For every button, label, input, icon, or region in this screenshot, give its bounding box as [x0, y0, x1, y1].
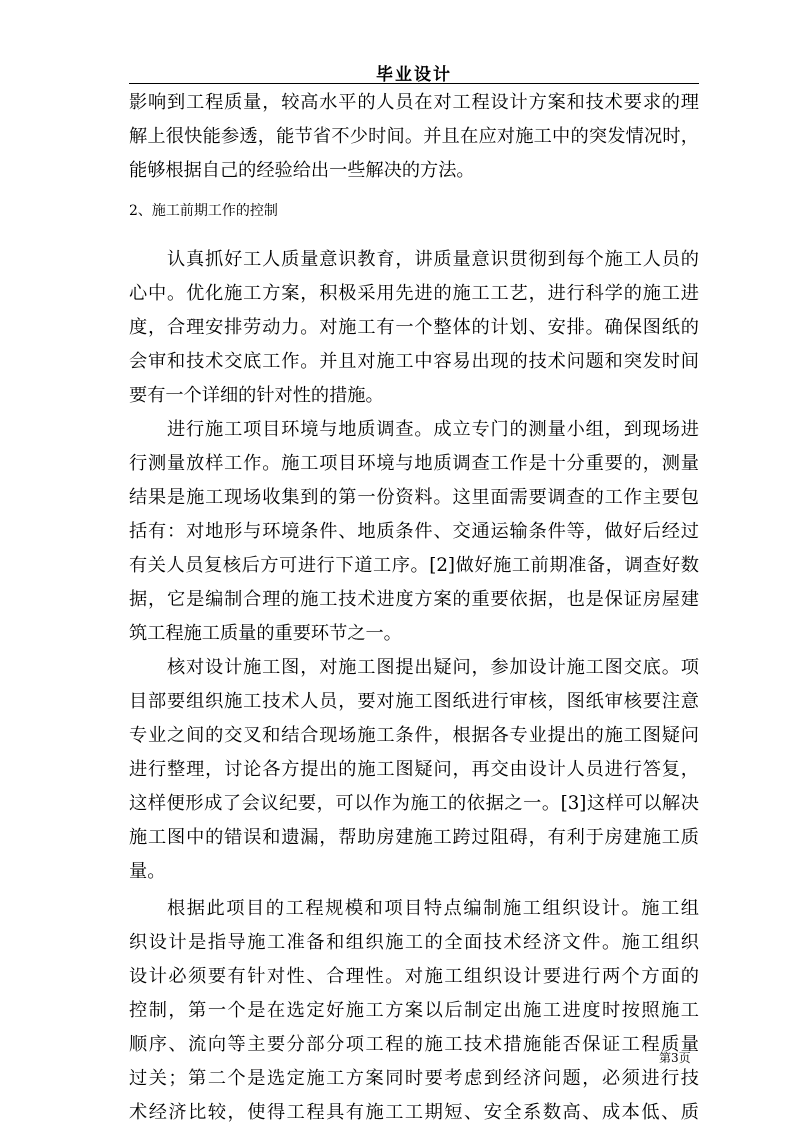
text-line: 要有一个详细的针对性的措施。: [129, 385, 384, 406]
text-line: 核对设计施工图，对施工图提出疑问，参加设计施工图交底。项: [167, 657, 699, 678]
text-line: 目部要组织施工技术人员，要对施工图纸进行审核，图纸审核要注意: [129, 691, 699, 712]
text-line: 结果是施工现场收集到的第一份资料。这里面需要调查的工作主要包: [129, 487, 699, 508]
text-line: 控制，第一个是在选定好施工方案以后制定出施工进度时按照施工: [129, 1000, 699, 1021]
text-line: 术经济比较，使得工程具有施工工期短、安全系数高、成本低、质: [129, 1102, 699, 1123]
text-line: 施工图中的错误和遗漏，帮助房建施工跨过阻碍，有利于房建施工质: [129, 827, 699, 848]
text-line: 认真抓好工人质量意识教育，讲质量意识贯彻到每个施工人员的: [167, 249, 699, 270]
text-line: 筑工程施工质量的重要环节之一。: [129, 623, 402, 644]
text-line: 顺序、流向等主要分部分项工程的施工技术措施能否保证工程质量: [129, 1034, 699, 1055]
text-line: 根据此项目的工程规模和项目特点编制施工组织设计。施工组: [167, 898, 699, 919]
text-line: 括有：对地形与环境条件、地质条件、交通运输条件等，做好后经过: [129, 521, 699, 542]
text-line: 会审和技术交底工作。并且对施工中容易出现的技术问题和突发时间: [129, 351, 699, 372]
text-line: 设计必须要有针对性、合理性。对施工组织设计要进行两个方面的: [129, 966, 699, 987]
text-line: 专业之间的交叉和结合现场施工条件，根据各专业提出的施工图疑问: [129, 725, 699, 746]
text-line: 进行施工项目环境与地质调查。成立专门的测量小组，到现场进: [167, 419, 699, 440]
text-line: 行测量放样工作。施工项目环境与地质调查工作是十分重要的，测量: [129, 453, 699, 474]
text-line: 据，它是编制合理的施工技术进度方案的重要依据，也是保证房屋建: [129, 589, 699, 610]
text-line: 这样便形成了会议纪要，可以作为施工的依据之一。[3]这样可以解决: [129, 793, 699, 814]
page-header-title: 毕业设计: [376, 65, 452, 85]
text-line: 量。: [129, 861, 166, 882]
text-line: 度，合理安排劳动力。对施工有一个整体的计划、安排。确保图纸的: [129, 317, 699, 338]
section-heading: 2、施工前期工作的控制: [129, 203, 278, 219]
text-line: 过关；第二个是选定施工方案同时要考虑到经济问题，必须进行技: [129, 1068, 699, 1089]
header-rule: [129, 83, 699, 84]
page-number: 第3页: [659, 1051, 691, 1065]
text-line: 心中。优化施工方案，积极采用先进的施工工艺，进行科学的施工进: [129, 283, 699, 304]
text-line: 织设计是指导施工准备和组织施工的全面技术经济文件。施工组织: [129, 932, 699, 953]
text-line: 有关人员复核后方可进行下道工序。[2]做好施工前期准备，调查好数: [129, 555, 699, 576]
text-line: 影响到工程质量，较高水平的人员在对工程设计方案和技术要求的理: [129, 92, 699, 113]
text-line: 解上很快能参透，能节省不少时间。并且在应对施工中的突发情况时，: [129, 126, 699, 147]
text-line: 能够根据自己的经验给出一些解决的方法。: [129, 160, 475, 181]
text-line: 进行整理，讨论各方提出的施工图疑问，再交由设计人员进行答复，: [129, 759, 699, 780]
